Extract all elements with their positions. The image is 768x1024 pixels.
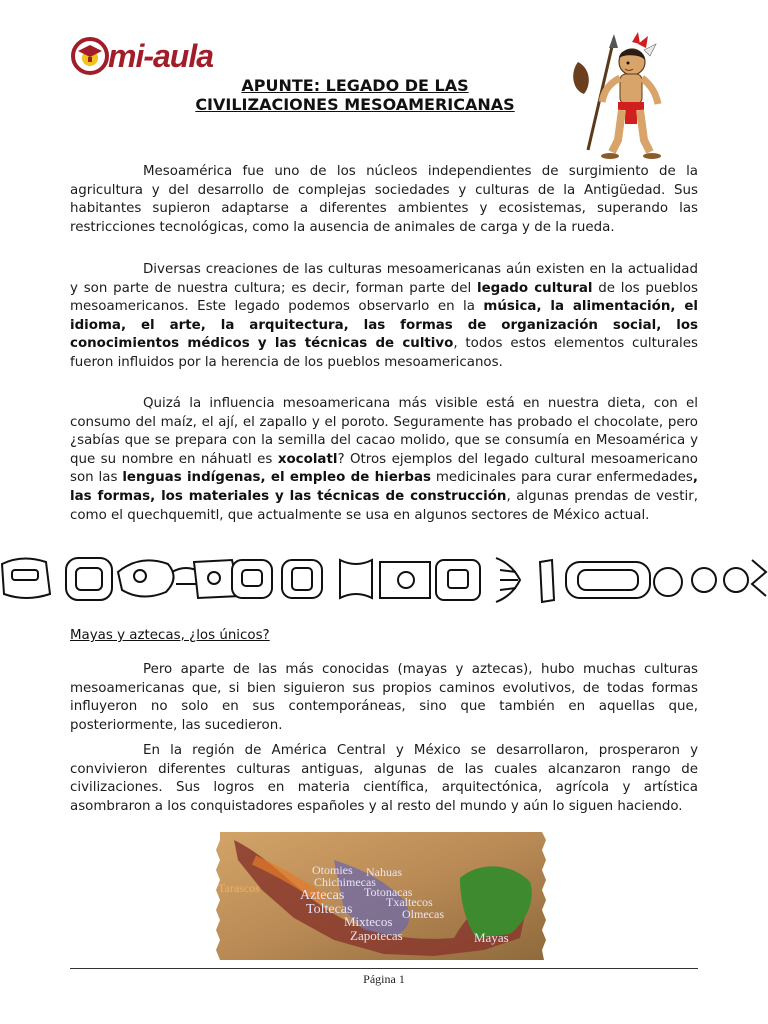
bold-run: xocolatl	[277, 451, 338, 467]
title-line-1: APUNTE: LEGADO DE LAS	[241, 76, 469, 95]
map-label-aztecas: Aztecas	[300, 888, 345, 903]
map-label-chichimecas: Chichimecas	[314, 875, 376, 889]
paragraph-otras-culturas	[70, 661, 698, 735]
map-label-totonacas: Totonacas	[364, 885, 413, 899]
bold-run: legado cultural	[476, 280, 593, 296]
paragraph-text: En la región de América Central y México se desarrollaron, prosperaron y convivieron diferentes culturas antiguas, algunas de las cuales alcanzaron rango de civilizaciones. Sus logros en materia científica, arquitectónica, agrícola y artística asombraron a los conquistadores españoles y al resto del mundo y aún lo siguen haciendo.	[70, 743, 698, 814]
bold-run: música, la alimentación, el idioma, el arte, la arquitectura, las formas de organización social, los conocimientos médicos y las técnicas de cultivo	[70, 299, 698, 352]
map-label-nahuas: Nahuas	[366, 865, 402, 879]
aztec-warrior-illustration	[562, 32, 666, 162]
text-run: Diversas creaciones de las culturas mesoamericanas aún existen en la actualidad y son parte de nuestra cultura; es decir, forman parte del	[70, 262, 698, 296]
map-label-mayas: Mayas	[474, 930, 509, 945]
section-heading: Mayas y aztecas, ¿los únicos?	[70, 628, 270, 643]
map-label-olmecas: Olmecas	[402, 907, 444, 921]
map-label-zapotecas: Zapotecas	[350, 928, 403, 943]
text-run: , algunas prendas de vestir, como el quechquemitl, que actualmente se usa en algunos sectores de México actual.	[70, 488, 699, 523]
map-label-txaltecos: Txaltecos	[386, 895, 433, 909]
logo-wordmark: mi-aula	[108, 38, 214, 74]
map-label-otomies: Otomies	[312, 863, 353, 877]
title-line-2: CIVILIZACIONES MESOAMERICANAS	[195, 95, 515, 114]
map-label-toltecas: Toltecas	[306, 902, 353, 917]
map-label-tarascos: Tarascos	[218, 881, 260, 895]
paragraph-text: Mesoamérica fue uno de los núcleos independientes de surgimiento de la agricultura y del desarrollo de complejas sociedades y culturas de la Antigüedad. Sus habitantes supieron adaptarse a diferentes ambientes y ecosistemas, superando las restricciones tecnológicas, como la ausencia de animales de carga y de la rueda.	[70, 164, 698, 235]
paragraph-legado	[70, 261, 698, 373]
text-run: de los pueblos mesoamericanos. Este legado podemos observarlo en la	[70, 280, 699, 315]
map-label-mixtecos: Mixtecos	[344, 914, 393, 929]
mi-aula-logo	[70, 36, 220, 76]
text-run: ? Otros ejemplos del legado cultural mesoamericano son las	[70, 451, 698, 486]
bold-run: lenguas indígenas, el empleo de hierbas	[122, 470, 431, 486]
text-run: Quizá la influencia mesoamericana más visible está en nuestra dieta, con el consumo del maíz, el ají, el zapallo y el poroto. Seguramente has probado el chocolate, pero ¿sabías que se prepara con la semilla del cacao molido, que se consumía en Mesoamérica y que su nombre en náhuatl es	[70, 396, 698, 467]
bold-run: , las formas, los materiales y las técnicas de construcción	[70, 470, 698, 504]
paragraph-dieta	[70, 395, 698, 525]
text-run: medicinales para curar enfermedades	[430, 470, 693, 486]
text-run: , todos estos elementos culturales fueron influidos por la herencia de los pueblos mesoamericanos.	[70, 336, 698, 370]
paragraph-region	[70, 742, 698, 816]
maya-glyphs-decoration	[0, 550, 768, 606]
graduation-cap-icon	[70, 36, 110, 76]
paragraph-text: Pero aparte de las más conocidas (mayas y aztecas), hubo muchas culturas mesoamericanas que, si bien siguieron sus propios caminos evolutivos, de todas formas influyeron no solo en sus contemporáneas, sino que también en aquellas que, posteriormente, las sucedieron.	[70, 662, 698, 733]
paragraph-intro	[70, 163, 698, 237]
footer-divider	[70, 968, 698, 969]
page-title	[160, 76, 550, 114]
page-number: Página 1	[363, 972, 405, 986]
mesoamerica-map	[214, 830, 548, 962]
